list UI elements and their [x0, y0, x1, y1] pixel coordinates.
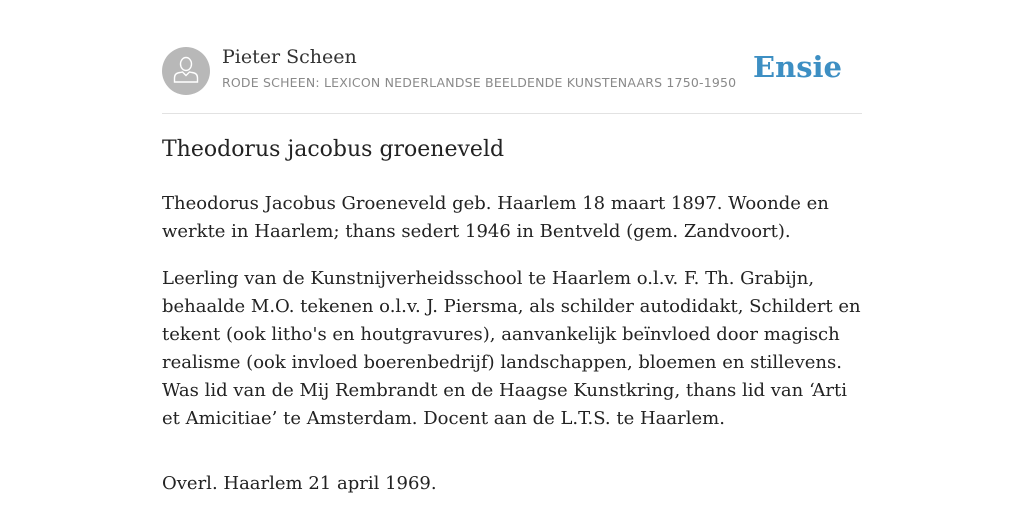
header-divider — [162, 113, 862, 114]
article-paragraph: Leerling van de Kunstnijverheidsschool te Haarlem o.l.v. F. Th. Grabijn, behaalde M.O. tekenen o.l.v. J. Piersma, als schilder autodidakt, Schildert en tekent (ook litho's en houtgravures), aanvankelijk beïnvloed door magisch realisme (ook invloed boerenbedrijf) landschappen, bloemen en stillevens. Was lid van de Mij Rembrandt en de Haagse Kunstkring, thans lid van ‘Arti et Amicitiae’ te Amsterdam. Docent aan de L.T.S. te Haarlem. — [162, 268, 861, 429]
article-title: Theodorus jacobus groeneveld — [162, 137, 505, 162]
ensie-logo[interactable]: Ensie — [753, 50, 842, 84]
article-paragraph: Theodorus Jacobus Groeneveld geb. Haarlem 18 maart 1897. Woonde en werkte in Haarlem; thans sedert 1946 in Bentveld (gem. Zandvoort). — [162, 193, 829, 242]
author-name[interactable]: Pieter Scheen — [222, 46, 357, 68]
avatar[interactable] — [162, 47, 210, 95]
source-name[interactable]: RODE SCHEEN: LEXICON NEDERLANDSE BEELDENDE KUNSTENAARS 1750-1950 — [222, 75, 737, 90]
article-paragraph: Overl. Haarlem 21 april 1969. — [162, 473, 437, 494]
article-body — [162, 190, 862, 512]
user-silhouette-icon — [173, 55, 199, 88]
header — [162, 44, 862, 96]
